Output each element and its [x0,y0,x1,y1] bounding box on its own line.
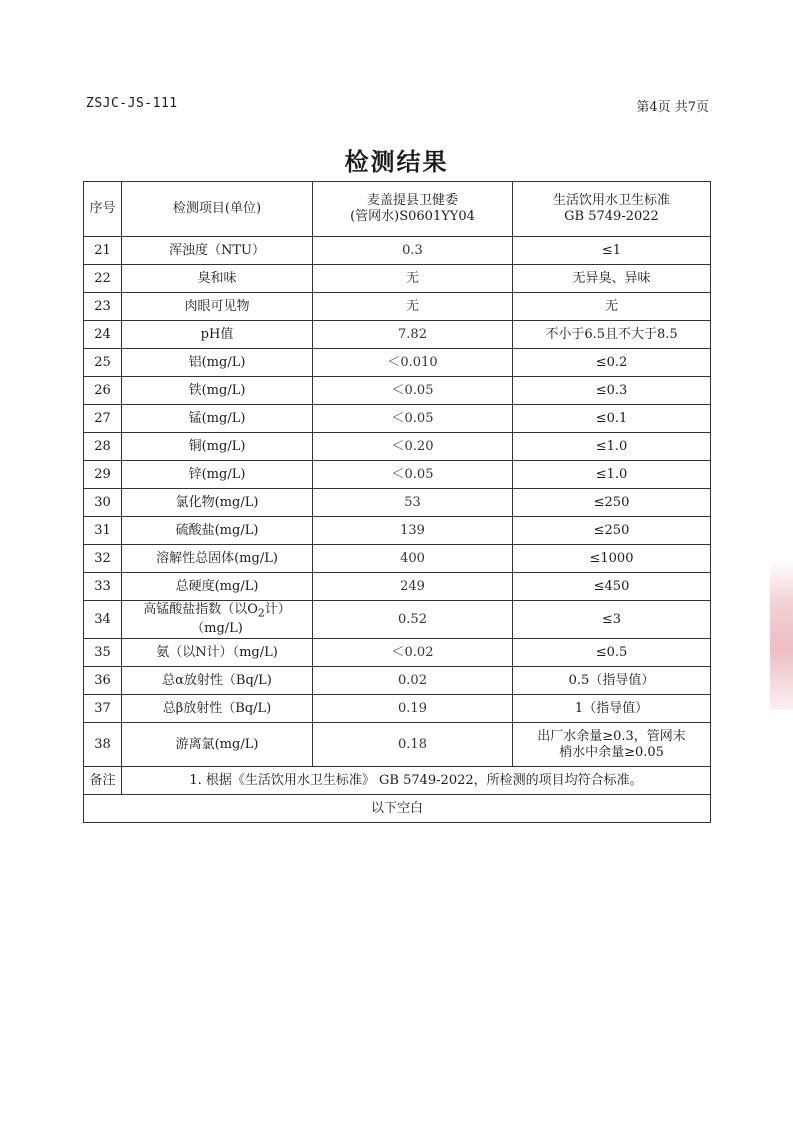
row-item [122,601,313,639]
row-item: 铝(mg/L) [122,349,313,377]
header-standard [513,182,711,237]
row-item: 总α放射性（Bq/L) [122,667,313,695]
row-seq: 32 [84,545,122,573]
row-standard: 1（指导值） [513,695,711,723]
row-value: 无 [313,293,513,321]
row-value: 400 [313,545,513,573]
row-value: ＜0.05 [313,461,513,489]
row-seq: 23 [84,293,122,321]
header-seq: 序号 [84,182,122,237]
header-item: 检测项目(单位) [122,182,313,237]
results-table [83,181,711,823]
blank-text: 以下空白 [84,795,711,823]
table-row [84,723,711,767]
row-item: 氯化物(mg/L) [122,489,313,517]
table-row [84,601,711,639]
row-item: 臭和味 [122,265,313,293]
row-standard: 无异臭、异味 [513,265,711,293]
row-item-line2: （mg/L) [191,621,243,637]
row-standard: 不小于6.5且不大于8.5 [513,321,711,349]
row-value: 无 [313,265,513,293]
row-value: 139 [313,517,513,545]
row-item: pH值 [122,321,313,349]
row-value: 0.19 [313,695,513,723]
table-row [84,349,711,377]
row-value: 249 [313,573,513,601]
table-row [84,489,711,517]
table-row [84,321,711,349]
row-item: 浑浊度（NTU） [122,237,313,265]
row-seq: 35 [84,639,122,667]
row-value: ＜0.05 [313,377,513,405]
row-standard-line2: 梢水中余量≥0.05 [559,744,664,760]
row-standard: 无 [513,293,711,321]
header-sample [313,182,513,237]
row-item-line1: 高锰酸盐指数（以$O_2$计） [143,601,291,620]
note-label: 备注 [84,767,122,795]
row-standard-line1: 出厂水余量≥0.3，管网末 [537,728,686,744]
row-seq: 26 [84,377,122,405]
table-header-row [84,182,711,237]
table-row [84,377,711,405]
row-standard: ≤3 [513,601,711,639]
row-seq: 25 [84,349,122,377]
row-value: 7.82 [313,321,513,349]
header-sample-line1: 麦盖提县卫健委 [366,193,458,208]
row-seq: 22 [84,265,122,293]
row-item: 游离氯(mg/L) [122,723,313,767]
row-standard [513,723,711,767]
row-standard: ≤450 [513,573,711,601]
table-row [84,293,711,321]
row-item: 铜(mg/L) [122,433,313,461]
row-item: 溶解性总固体(mg/L) [122,545,313,573]
row-value: 0.52 [313,601,513,639]
blank-row [84,795,711,823]
table-row [84,517,711,545]
row-standard: ≤0.1 [513,405,711,433]
row-standard: ≤250 [513,517,711,545]
row-seq: 30 [84,489,122,517]
row-standard: ≤1000 [513,545,711,573]
row-seq: 21 [84,237,122,265]
row-standard: ≤1.0 [513,433,711,461]
row-item: 硫酸盐(mg/L) [122,517,313,545]
row-standard: ≤0.2 [513,349,711,377]
row-seq: 31 [84,517,122,545]
table-row [84,573,711,601]
table-row [84,695,711,723]
note-text: 1. 根据《生活饮用水卫生标准》 GB 5749-2022，所检测的项目均符合标准。 [122,767,711,795]
table-row [84,545,711,573]
row-seq: 28 [84,433,122,461]
table-row [84,461,711,489]
row-item: 铁(mg/L) [122,377,313,405]
row-item: 总硬度(mg/L) [122,573,313,601]
row-seq: 33 [84,573,122,601]
row-value: ＜0.05 [313,405,513,433]
row-value: 0.3 [313,237,513,265]
row-value: ＜0.20 [313,433,513,461]
row-item: 氨（以N计）（mg/L) [122,639,313,667]
row-seq: 29 [84,461,122,489]
header-sample-line2: (管网水)S0601YY04 [350,209,475,224]
seal-stamp-fragment [770,560,793,710]
row-value: ＜0.010 [313,349,513,377]
row-seq: 27 [84,405,122,433]
row-standard: ≤1 [513,237,711,265]
row-standard: ≤1.0 [513,461,711,489]
table-row [84,265,711,293]
row-seq: 24 [84,321,122,349]
row-value: ＜0.02 [313,639,513,667]
header-standard-line1: 生活饮用水卫生标准 [552,193,670,208]
row-seq: 36 [84,667,122,695]
page-number: 第4页 共7页 [636,100,709,115]
row-standard: ≤250 [513,489,711,517]
row-standard: ≤0.5 [513,639,711,667]
row-value: 0.18 [313,723,513,767]
page-title: 检测结果 [344,148,449,176]
row-item: 锌(mg/L) [122,461,313,489]
row-item: 肉眼可见物 [122,293,313,321]
header-standard-line2: GB 5749-2022 [564,209,659,224]
table-row [84,433,711,461]
table-row [84,639,711,667]
row-standard: ≤0.3 [513,377,711,405]
row-seq: 37 [84,695,122,723]
row-value: 53 [313,489,513,517]
note-row [84,767,711,795]
row-item: 锰(mg/L) [122,405,313,433]
row-standard: 0.5（指导值） [513,667,711,695]
row-seq: 38 [84,723,122,767]
table-row [84,667,711,695]
row-value: 0.02 [313,667,513,695]
document-code: ZSJC-JS-111 [86,96,178,111]
table-row [84,405,711,433]
row-item: 总β放射性（Bq/L) [122,695,313,723]
row-seq: 34 [84,601,122,639]
table-row [84,237,711,265]
